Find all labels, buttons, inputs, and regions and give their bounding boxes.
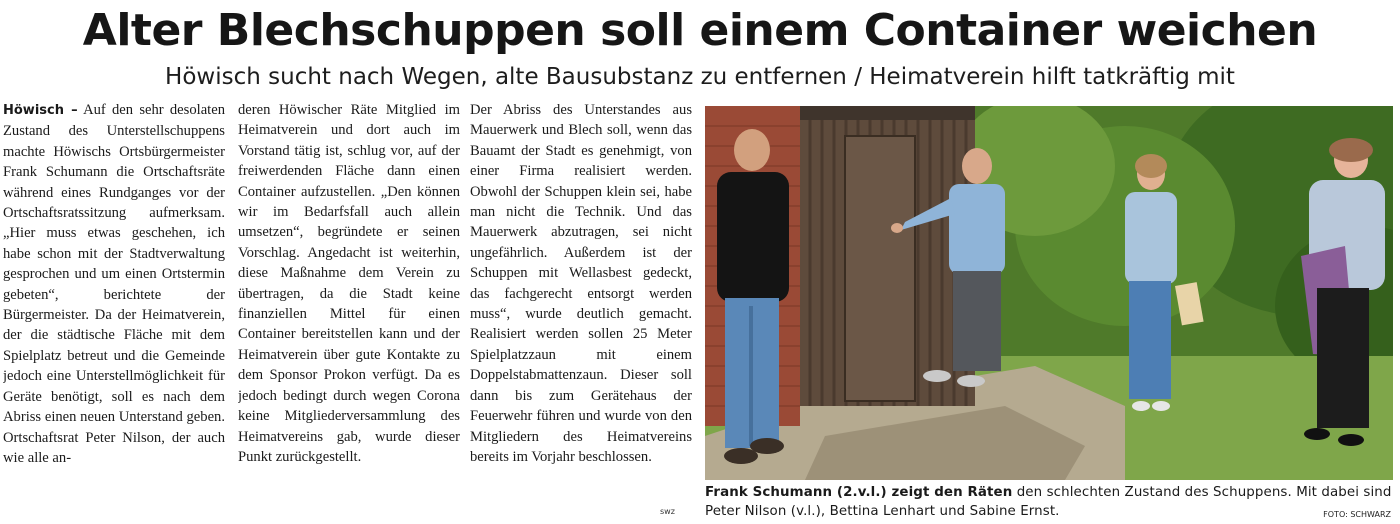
caption-bold: Frank Schumann (2.v.l.) zeigt den Räten xyxy=(705,485,1013,500)
column-1-text: Auf den sehr desolaten Zustand des Unterstellschuppens machte Höwischs Ortsbürgermeister Frank Schumann die Ortschaftsräte während eines Rundganges vor der Ortschaftsratssitzung aufmerksam. „Hier muss etwas geschehen, ich habe schon mit der Stadtverwaltung gesprochen und um einen Ortstermin gebeten“, berichtete der Bürgermeister. Da der Heimatverein, der die städtische Fläche mit dem Spielplatz betreut und die Gemeinde jedoch eine Unterstellmöglichkeit für Geräte benötigt, soll es nach dem Abriss einen neuen Unterstand geben. Ortschaftsrat Peter Nilson, der auch wie alle an- xyxy=(3,102,225,466)
news-photo xyxy=(705,106,1393,480)
column-3-text: Der Abriss des Unterstandes aus Mauerwerk und Blech soll, wenn das Bauamt der Stadt es genehmigt, von einer Firma realisiert werden. Obwohl der Schuppen klein sei, habe man nicht die Technik. Und das Mauerwerk abzutragen, sei nicht ungefährlich. Außerdem ist der Schuppen mit Wellasbest gedeckt, das fachgerecht entsorgt werden muss“, wurde deutlich gemacht. Realisiert werden sollen 25 Meter Spielplatzzaun mit einem Doppelstabmattenzaun. Dieser soll dann bis zum Gerätehaus der Feuerwehr führen und wurde von den Mitgliedern des Heimatvereins bereits im Vorjahr beschlossen. xyxy=(470,102,692,465)
author-initials: swz xyxy=(660,507,675,516)
dateline: Höwisch – xyxy=(3,103,78,118)
column-2-text: deren Höwischer Räte Mitglied im Heimatverein und dort auch im Vorstand tätig ist, schlug vor, auf der freiwerdenden Fläche dann einen Container aufzustellen. „Den können wir im Bedarfsfall auch allein umsetzen“, begründete er seinen Vorschlag. Angedacht ist weiterhin, diese Maßnahme dem Verein zu übertragen, da die Stadt keine finanziellen Mittel für einen Container bereitstellen kann und der Heimatverein über gute Kontakte zu dem Sponsor Prokon verfügt. Da es jedoch bedingt durch wegen Corona keine Mitgliederversammlung des Heimatvereins gab, wurde dieser Punkt zurückgestellt. xyxy=(238,102,460,465)
caption-text: den schlechten Zustand des Schuppens. Mit dabei sind Peter Nilson (v.l.), Bettina Lenhart und Sabine Ernst. xyxy=(705,485,1392,519)
article-column-2 xyxy=(238,100,460,520)
subheadline: Höwisch sucht nach Wegen, alte Bausubstanz zu entfernen / Heimatverein hilft tatkräftig mit xyxy=(165,64,1235,90)
article-column-1 xyxy=(3,100,225,520)
article-column-3 xyxy=(470,100,692,520)
photo-illustration xyxy=(705,106,1393,480)
photo-caption xyxy=(705,483,1393,521)
headline: Alter Blechschuppen soll einem Container weichen xyxy=(82,5,1318,56)
photo-credit: FOTO: SCHWARZ xyxy=(1323,510,1391,519)
